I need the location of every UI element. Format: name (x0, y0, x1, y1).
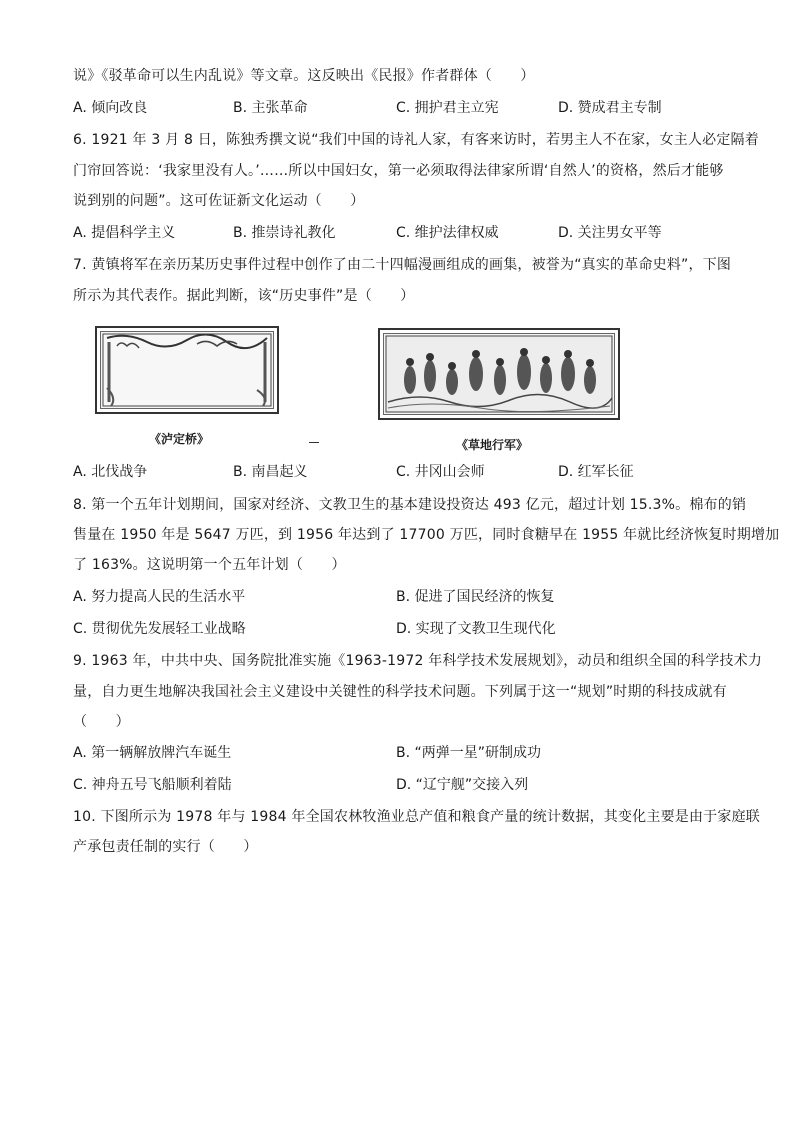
q6-option-d[interactable]: D. 关注男女平等 (558, 225, 662, 241)
q6-stem-line-2: 门帘回答说：‘我家里没有人。’……所以中国妇女，第一必须取得法律家所谓‘自然人’的资格，然后才能够 (73, 163, 724, 179)
q10-stem-line-2: 产承包责任制的实行（ ） (73, 839, 258, 855)
q5-stem: 说》《驳革命可以生内乱说》等文章。这反映出《民报》作者群体（ ） (73, 68, 535, 84)
q8-option-d[interactable]: D. 实现了文教卫生现代化 (396, 621, 556, 637)
grassland-march-sketch (380, 330, 618, 418)
q9-option-b[interactable]: B. “两弹一星”研制成功 (396, 745, 542, 761)
q5-option-b[interactable]: B. 主张革命 (233, 100, 308, 116)
q9-stem-line-3: （ ） (73, 714, 130, 730)
grassland-march-image (378, 328, 620, 420)
luding-bridge-image (95, 326, 279, 414)
grassland-march-cartoon (378, 328, 624, 452)
grassland-march-caption: 《草地行军》 (456, 438, 529, 452)
luding-bridge-cartoon (95, 326, 279, 450)
q8-stem-line-1: 8. 第一个五年计划期间，国家对经济、文教卫生的基本建设投资达 493 亿元，超过计划 15.3%。棉布的销 (73, 497, 747, 513)
q6-option-c[interactable]: C. 维护法律权威 (396, 225, 499, 241)
q5-option-d[interactable]: D. 赞成君主专制 (558, 100, 662, 116)
q10-stem-line-1: 10. 下图所示为 1978 年与 1984 年全国农林牧渔业总产值和粮食产量的统计数据，其变化主要是由于家庭联 (73, 809, 760, 825)
q8-stem-line-3: 了 163%。这说明第一个五年计划（ ） (73, 557, 346, 573)
divider-mark (309, 442, 319, 443)
q6-option-a[interactable]: A. 提倡科学主义 (73, 225, 176, 241)
q6-stem-line-1: 6. 1921 年 3 月 8 日，陈独秀撰文说“我们中国的诗礼人家，有客来访时，若男主人不在家，女主人必定隔着 (73, 132, 759, 148)
q7-option-d[interactable]: D. 红军长征 (558, 464, 634, 480)
luding-bridge-sketch (97, 328, 277, 412)
q6-stem-line-3: 说到别的问题”。这可佐证新文化运动（ ） (73, 193, 365, 209)
q5-option-c[interactable]: C. 拥护君主立宪 (396, 100, 499, 116)
q7-option-b[interactable]: B. 南昌起义 (233, 464, 308, 480)
q8-option-b[interactable]: B. 促进了国民经济的恢复 (396, 589, 555, 605)
q5-option-a[interactable]: A. 倾向改良 (73, 100, 148, 116)
q9-stem-line-1: 9. 1963 年，中共中央、国务院批准实施《1963-1972 年科学技术发展规划》，动员和组织全国的科学技术力 (73, 653, 763, 669)
luding-bridge-caption: 《泸定桥》 (149, 432, 210, 446)
q7-option-a[interactable]: A. 北伐战争 (73, 464, 148, 480)
q7-stem-line-1: 7. 黄镇将军在亲历某历史事件过程中创作了由二十四幅漫画组成的画集，被誉为“真实的革命史料”，下图 (73, 257, 732, 273)
q6-option-b[interactable]: B. 推崇诗礼教化 (233, 225, 336, 241)
q7-option-c[interactable]: C. 井冈山会师 (396, 464, 485, 480)
q9-option-c[interactable]: C. 神舟五号飞船顺利着陆 (73, 777, 232, 793)
q8-stem-line-2: 售量在 1950 年是 5647 万匹，到 1956 年达到了 17700 万匹，同时食糖早在 1955 年就比经济恢复时期增加 (73, 527, 780, 543)
q8-option-a[interactable]: A. 努力提高人民的生活水平 (73, 589, 246, 605)
q9-stem-line-2: 量，自力更生地解决我国社会主义建设中关键性的科学技术问题。下列属于这一“规划”时期的科技成就有 (73, 684, 727, 700)
q8-option-c[interactable]: C. 贯彻优先发展轻工业战略 (73, 621, 246, 637)
q9-option-d[interactable]: D. “辽宁舰”交接入列 (396, 777, 529, 793)
q9-option-a[interactable]: A. 第一辆解放牌汽车诞生 (73, 745, 232, 761)
q7-stem-line-2: 所示为其代表作。据此判断，该“历史事件”是（ ） (73, 288, 415, 304)
